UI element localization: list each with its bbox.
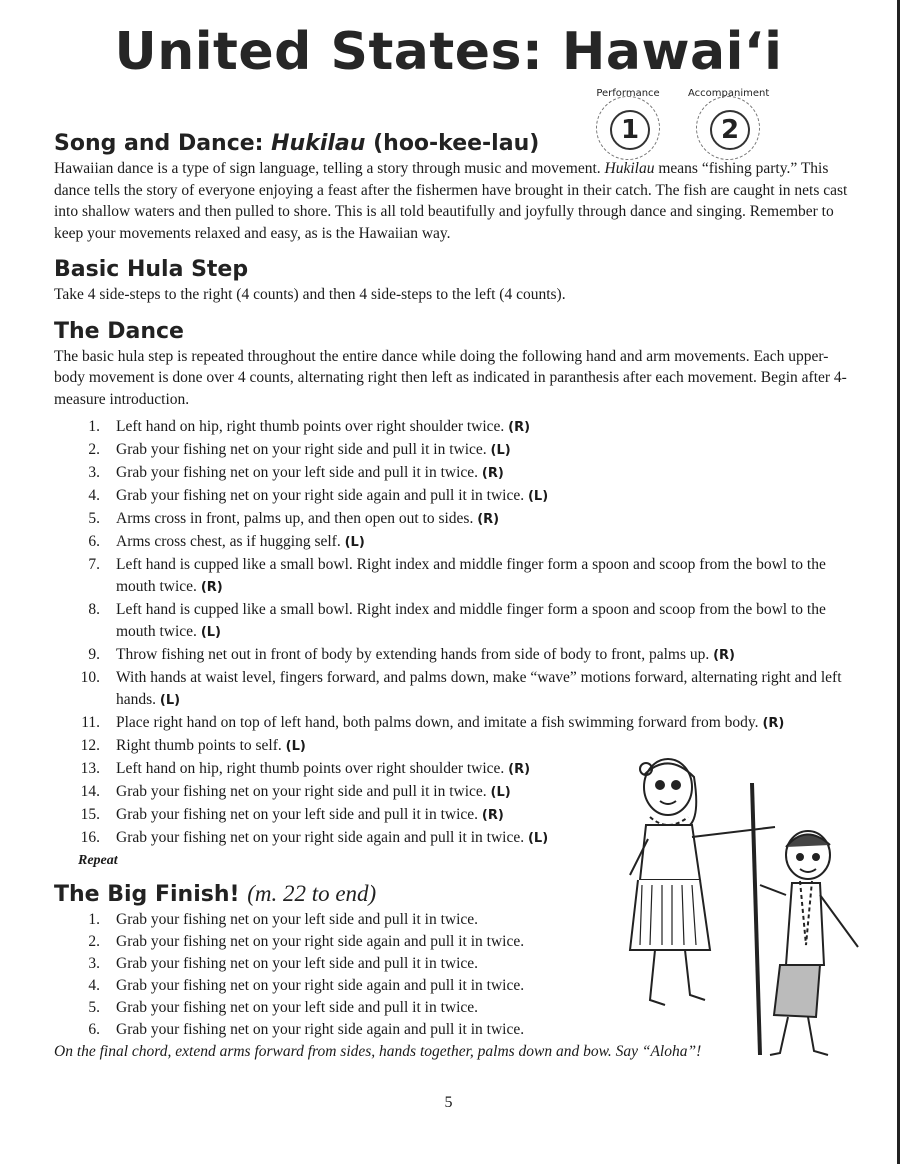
page-title: United States: Hawai‘i: [114, 22, 783, 82]
dance-heading: The Dance: [54, 318, 184, 344]
song-heading: [54, 130, 854, 158]
step-text: Right thumb points to self.: [116, 737, 286, 754]
step-number: 6.: [88, 1021, 100, 1038]
step-number: 5.: [88, 999, 100, 1016]
song-description-term: Hukilau: [604, 160, 655, 177]
step-text: Arms cross chest, as if hugging self.: [116, 533, 345, 550]
step-text: Throw fishing net out in front of body by extending hands from side of body to front, palms up.: [116, 646, 714, 663]
step-text: Grab your fishing net on your left side and pull it in twice.: [116, 955, 479, 972]
step-number: 4.: [88, 487, 100, 504]
hula-dancers-illustration: [610, 755, 870, 1065]
badge-label: Performance: [596, 88, 660, 99]
step-number: 2.: [88, 933, 100, 950]
step-number: 3.: [88, 464, 100, 481]
step-text: Left hand is cupped like a small bowl. Right index and middle finger form a spoon and scoop from the bowl to the mouth twice.: [116, 556, 826, 595]
step-number: 1.: [88, 911, 100, 928]
step-text: Grab your fishing net on your left side and pull it in twice.: [116, 464, 482, 481]
step-text: Grab your fishing net on your right side again and pull it in twice.: [116, 1021, 525, 1038]
step-number: 16.: [80, 829, 100, 846]
step-cue: (R): [508, 762, 531, 777]
step-cue: (L): [285, 739, 306, 754]
list-item: [54, 462, 854, 485]
badge-label: Accompaniment: [688, 88, 770, 99]
list-item: [54, 667, 854, 712]
song-heading-pronunciation: (hoo-kee-lau): [365, 131, 540, 156]
step-text: Arms cross in front, palms up, and then open out to sides.: [116, 510, 478, 527]
step-number: 11.: [81, 714, 100, 731]
page-number: 5: [444, 1094, 453, 1111]
badge-number: 1: [610, 110, 650, 150]
step-number: 9.: [88, 646, 100, 663]
song-heading-prefix: Song and Dance:: [54, 131, 272, 156]
song-description: [54, 158, 854, 244]
step-cue: (L): [490, 785, 511, 800]
step-text: Grab your fishing net on your right side and pull it in twice.: [116, 441, 491, 458]
step-cue: (L): [527, 831, 549, 846]
step-cue: (R): [713, 648, 736, 663]
list-item: [54, 508, 854, 531]
step-text: Grab your fishing net on your left side and pull it in twice.: [116, 911, 479, 928]
list-item: [54, 712, 854, 735]
step-number: 1.: [88, 418, 100, 435]
step-text: Grab your fishing net on your right side again and pull it in twice.: [116, 829, 528, 846]
step-cue: (R): [200, 580, 223, 595]
step-cue: (R): [477, 512, 500, 527]
list-item: [54, 485, 854, 508]
step-cue: (R): [762, 716, 785, 731]
step-cue: (R): [481, 808, 504, 823]
badge-number: 2: [710, 110, 750, 150]
list-item: [54, 531, 854, 554]
step-text: Grab your fishing net on your left side and pull it in twice.: [116, 999, 479, 1016]
step-cue: (L): [200, 625, 221, 640]
step-text: Grab your fishing net on your left side and pull it in twice.: [116, 806, 482, 823]
final-instruction: On the final chord, extend arms forward from sides, hands together, palms down and bow. Say “Aloha”!: [54, 1043, 702, 1060]
step-number: 7.: [88, 556, 100, 573]
repeat-label: Repeat: [78, 853, 118, 868]
step-cue: (L): [527, 489, 549, 504]
list-item: [54, 644, 854, 667]
finish-heading-title: The Big Finish!: [54, 882, 248, 907]
step-number: 8.: [88, 601, 100, 618]
step-cue: (R): [481, 466, 504, 481]
step-cue: (R): [508, 420, 531, 435]
step-number: 5.: [88, 510, 100, 527]
step-text: Grab your fishing net on your right side again and pull it in twice.: [116, 487, 528, 504]
step-cue: (L): [344, 535, 365, 550]
step-text: Grab your fishing net on your right side again and pull it in twice.: [116, 977, 525, 994]
step-cue: (L): [490, 443, 511, 458]
step-number: 12.: [80, 737, 100, 754]
step-text: Grab your fishing net on your right side again and pull it in twice.: [116, 933, 525, 950]
step-number: 13.: [80, 760, 100, 777]
step-number: 6.: [88, 533, 100, 550]
song-heading-title: Hukilau: [271, 131, 366, 156]
basic-step-heading: Basic Hula Step: [54, 257, 249, 282]
list-item: [54, 439, 854, 462]
step-text: Left hand on hip, right thumb points over right shoulder twice.: [116, 418, 509, 435]
step-number: 10.: [80, 669, 100, 686]
step-text: Left hand on hip, right thumb points over right shoulder twice.: [116, 760, 509, 777]
step-number: 4.: [88, 977, 100, 994]
basic-step-text: Take 4 side-steps to the right (4 counts) and then 4 side-steps to the left (4 counts).: [54, 286, 566, 303]
list-item: [54, 554, 854, 599]
step-text: With hands at waist level, fingers forward, and palms down, make “wave” motions forward, alternating right and left hands.: [116, 669, 842, 708]
step-text: Place right hand on top of left hand, both palms down, and imitate a fish swimming forward from body.: [116, 714, 763, 731]
step-number: 15.: [80, 806, 100, 823]
step-text: Left hand is cupped like a small bowl. Right index and middle finger form a spoon and scoop from the bowl to the mouth twice.: [116, 601, 826, 640]
list-item: [54, 416, 854, 439]
dance-intro: The basic hula step is repeated throughout the entire dance while doing the following hand and arm movements. Each upper-body movement is done over 4 counts, alternating right then left as indicated in paranthesis after each movement. Begin after 4-measure introduction.: [54, 347, 847, 408]
step-number: 2.: [88, 441, 100, 458]
list-item: [54, 599, 854, 644]
step-number: 14.: [80, 783, 100, 800]
song-description-text: means “fishing party.” This dance tells the story of everyone enjoying a feast after the fishermen have brought in their catch. The fish are caught in nets cast into shallow waters and then pulled to shore. This is all told beautifully and joyfully through dance and singing. Remember to keep your movements relaxed and easy, as is the Hawaiian way.: [54, 160, 848, 242]
step-number: 3.: [88, 955, 100, 972]
step-text: Grab your fishing net on your right side and pull it in twice.: [116, 783, 491, 800]
song-description-text: Hawaiian dance is a type of sign language, telling a story through music and movement.: [54, 160, 605, 177]
finish-heading-measures: (m. 22 to end): [247, 881, 377, 906]
step-cue: (L): [159, 693, 181, 708]
